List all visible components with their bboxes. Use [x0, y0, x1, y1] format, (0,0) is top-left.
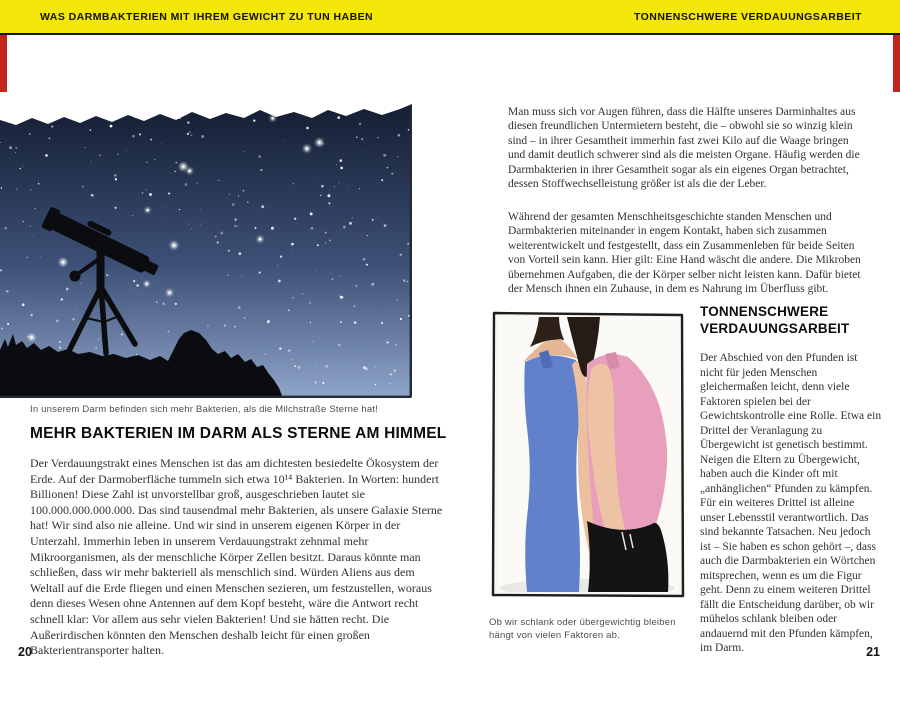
illustration-caption: In unserem Darm befinden sich mehr Bakterien, als die Milchstraße Sterne hat!: [30, 404, 379, 415]
photo-content: [498, 317, 679, 597]
right-paragraph-1: Man muss sich vor Augen führen, dass die Hälfte unseres Darminhaltes aus diesen freundlichen Untermietern besteht, die – obwohl sie so winzig klein sind – in ihrer Gesamtheit immerhin fast zwei Kilo auf die Waage bringen und damit deutlich schwerer sind als die meisten Organe. Häufig werden die Darmbakterien in ihrer Gesamtheit sogar als ein eigenes Organ betrachtet, dessen Stoffwechselleistung größer ist als die der Leber.: [508, 106, 860, 191]
chapter-header-band: [0, 0, 900, 35]
right-paragraph-2: Während der gesamten Menschheitsgeschichte standen Menschen und Darmbakterien miteinander in engem Kontakt, haben sich zusammen weiterentwickelt und festgestellt, dass ein Zusammenleben für beide Seiten von Vorteil sein kann. Hier gilt: Eine Hand wäscht die andere. Die Mikroben übernehmen Aufgaben, die der Körper selber nicht leisten kann. Dafür bietet der Mensch ihnen ein Zuhause, in dem es Nahrung im Überfluss gibt.: [508, 211, 861, 296]
running-head-left: WAS DARMBAKTERIEN MIT IHREM GEWICHT ZU TUN HABEN: [40, 11, 374, 23]
sidebar-box: [700, 304, 882, 656]
night-sky-telescope-illustration: [0, 103, 412, 398]
back-to-back-women-photo: [487, 308, 689, 602]
page-number-right: 21: [866, 645, 880, 659]
photo-caption: Ob wir schlank oder übergewichtig bleiben hängt von vielen Faktoren ab.: [489, 617, 676, 641]
page-number-left: 20: [18, 645, 32, 659]
section-heading: MEHR BAKTERIEN IM DARM ALS STERNE AM HIMMEL: [30, 425, 447, 442]
sidebar-heading: TONNENSCHWERE VERDAUUNGSARBEIT: [700, 304, 850, 336]
photo-svg: [487, 308, 689, 602]
running-head-right: TONNENSCHWERE VERDAUUNGSARBEIT: [634, 11, 862, 23]
sidebar-body: Der Abschied von den Pfunden ist nicht für jeden Menschen gleichermaßen leicht, denn viele Faktoren spielen bei der Gewichtskontrolle eine Rolle. Etwa ein Drittel der Veranlagung zu Übergewicht ist genetisch bestimmt. Neigen die Eltern zu Übergewicht, haben auch die Kinder oft mit „anhänglichen“ Pfunden zu kämpfen. Für ein weiteres Drittel ist alleine unser Lebensstil verantwortlich. Das sind bekannte Tatsachen. Neu jedoch ist – Sie haben es schon gehört –, dass auch die Darmbakterien ein Wörtchen mitsprechen, wenn es um die Figur geht. Denn zu einem weiteren Drittel fällt die Entscheidung darüber, ob wir mühelos schlank bleiben oder andauernd mit den Pfunden kämpfen, im Darm.: [700, 352, 882, 654]
left-body-paragraph: Der Verdauungstrakt eines Menschen ist das am dichtesten besiedelte Ökosystem der Erde. Auf der Darmoberfläche tummeln sich etwa 10¹⁴ Bakterien. In Worten: hundert Billionen! Diese Zahl ist unvorstellbar groß, ausgeschrieben lautet sie 100.000.000.000.000. Das sind tausendmal mehr Bakterien, als unsere Galaxie Sterne hat! Wir sind also nie alleine. Und wir sind in unserem eigenen Körper in der Unterzahl. Immerhin leben in unserem Verdauungstrakt zehnmal mehr Mikroorganismen, als der menschliche Körper Zellen besitzt. Daraus könnte man schließen, dass wir mehr bakteriell als menschlich sind. Würden Aliens aus dem Weltall auf die Erde fliegen und einen Menschen sezieren, um festzustellen, woraus denn dieses Wesen ohne Antennen auf dem Kopf besteht, wäre die Antwort recht schnell klar: Vor allem aus sehr vielen Bakterien! Und sie hätten recht. Die Außerirdischen könnten den Menschen deshalb leicht für einen großen Bakterientransporter halten.: [30, 456, 443, 658]
night-sky-svg: [0, 103, 412, 398]
